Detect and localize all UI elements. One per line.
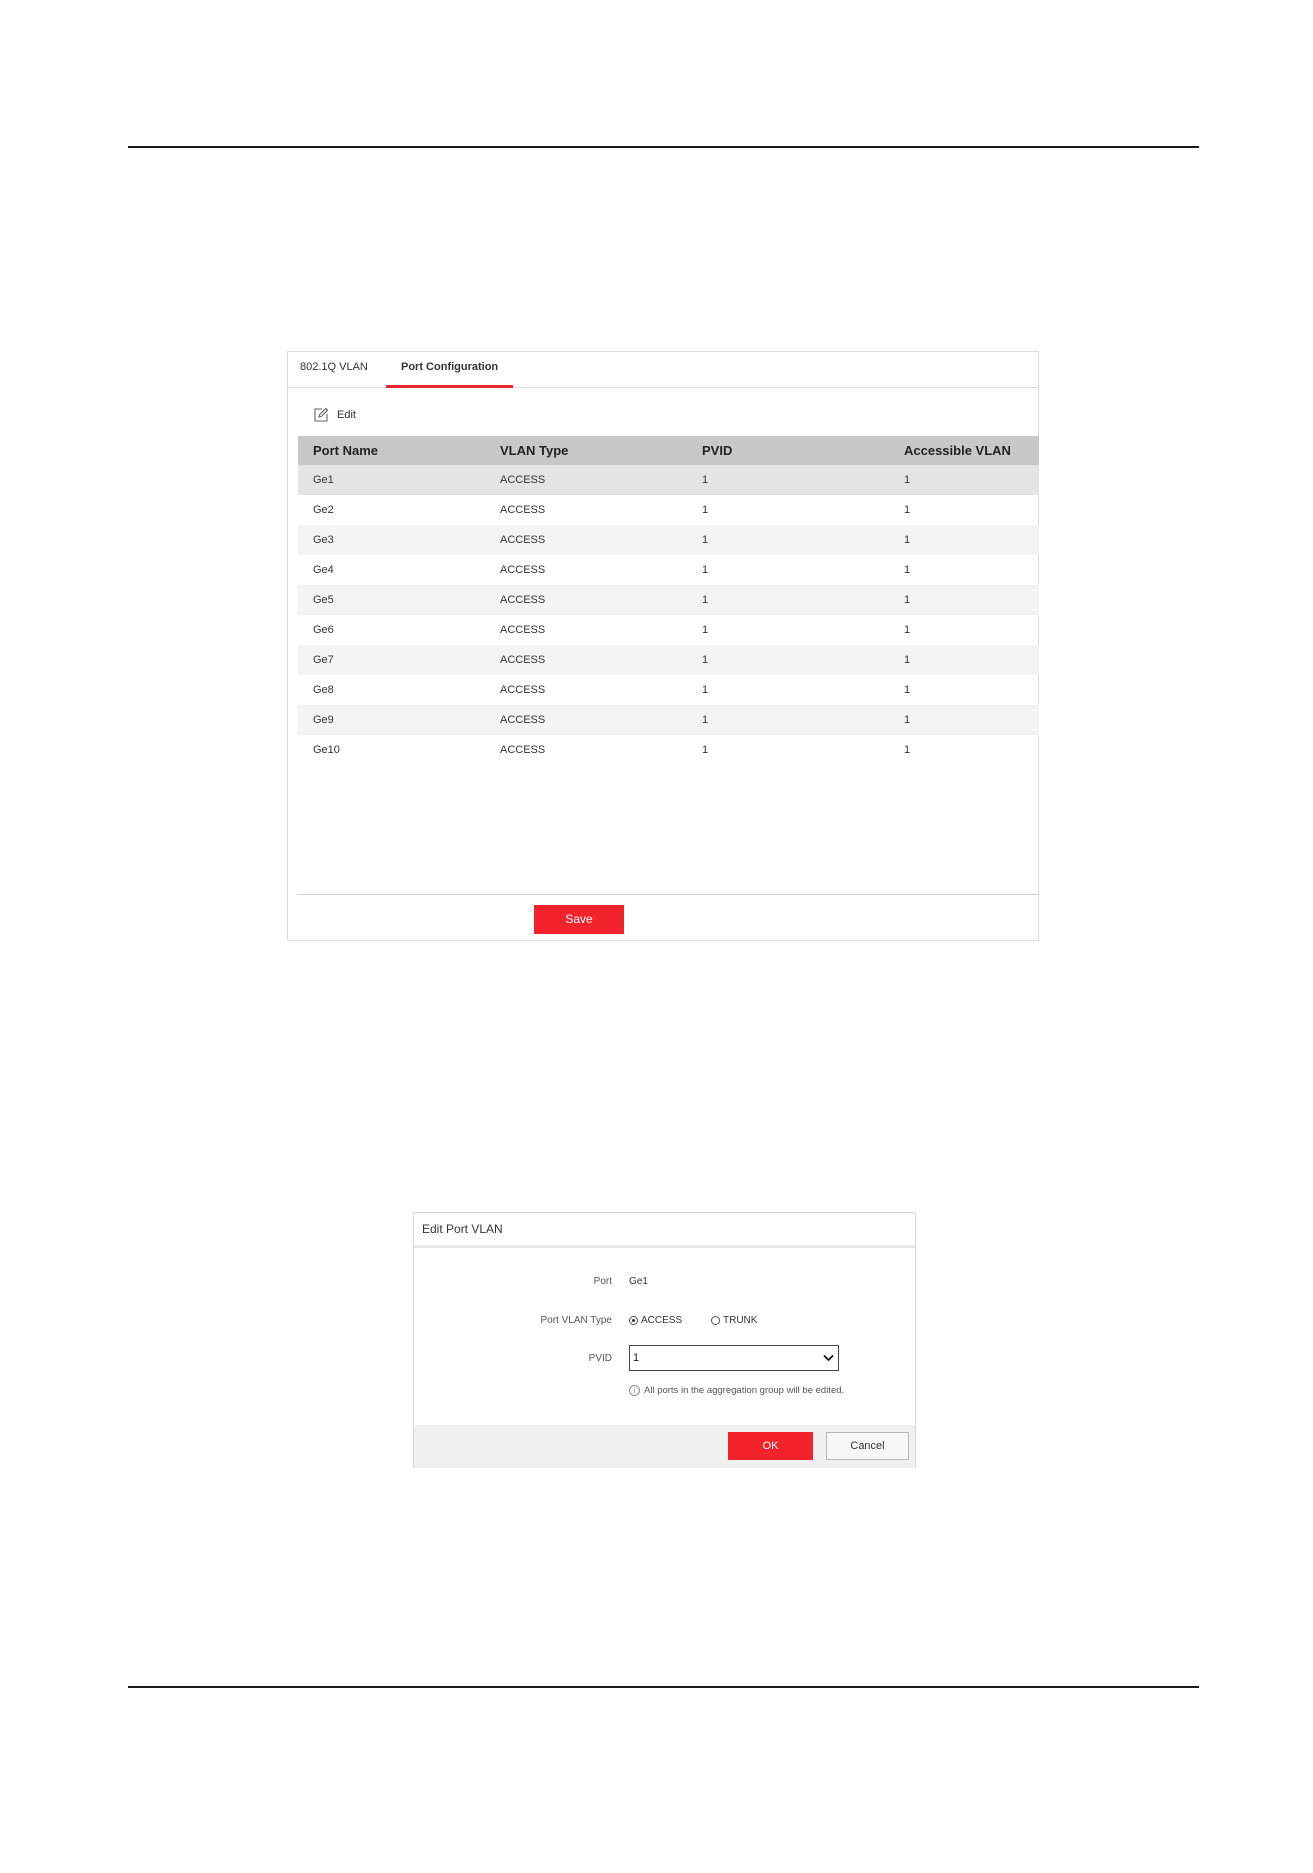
pvid-select[interactable] — [629, 1345, 839, 1371]
table-row[interactable] — [298, 555, 1039, 585]
table-row[interactable] — [298, 525, 1039, 555]
radio-trunk[interactable] — [711, 1315, 757, 1326]
radio-access-label: ACCESS — [641, 1315, 683, 1326]
vlan-type-cell: ACCESS — [500, 564, 546, 576]
pvid-select-value: 1 — [633, 1352, 640, 1364]
vlan-type-cell: ACCESS — [500, 684, 546, 696]
port-vlan-table — [298, 436, 1039, 765]
aggregation-hint — [629, 1385, 844, 1396]
accessible-vlan-cell: 1 — [904, 714, 911, 726]
table-row[interactable] — [298, 675, 1039, 705]
pvid-cell: 1 — [702, 744, 709, 756]
edit-button[interactable] — [313, 406, 356, 424]
port-name-cell: Ge7 — [313, 654, 334, 666]
chevron-down-icon — [823, 1354, 834, 1362]
accessible-vlan-cell: 1 — [904, 624, 911, 636]
port-name-cell: Ge1 — [313, 474, 334, 486]
radio-trunk-indicator — [711, 1316, 720, 1325]
port-name-cell: Ge3 — [313, 534, 334, 546]
accessible-vlan-cell: 1 — [904, 534, 911, 546]
port-name-cell: Ge2 — [313, 504, 334, 516]
cancel-button[interactable]: Cancel — [826, 1432, 909, 1460]
dialog-title: Edit Port VLAN — [422, 1222, 503, 1236]
accessible-vlan-cell: 1 — [904, 564, 911, 576]
column-header-accessible-vlan[interactable]: Accessible VLAN — [904, 443, 1011, 458]
radio-trunk-label: TRUNK — [723, 1315, 758, 1326]
column-header-vlan-type[interactable]: VLAN Type — [500, 443, 569, 458]
accessible-vlan-cell: 1 — [904, 744, 911, 756]
table-row[interactable] — [298, 585, 1039, 615]
table-row[interactable] — [298, 735, 1039, 765]
port-name-cell: Ge6 — [313, 624, 334, 636]
vlan-type-cell: ACCESS — [500, 594, 546, 606]
radio-access-indicator — [629, 1316, 638, 1325]
tab-port-configuration[interactable]: Port Configuration — [386, 352, 513, 387]
edit-port-vlan-dialog — [413, 1212, 916, 1468]
column-header-port-name[interactable]: Port Name — [313, 443, 379, 458]
accessible-vlan-cell: 1 — [904, 474, 911, 486]
edit-icon — [313, 407, 329, 423]
header-rule — [128, 146, 1199, 148]
footer-rule — [128, 1686, 1199, 1688]
vlan-type-cell: ACCESS — [500, 534, 546, 546]
pvid-label: PVID — [588, 1353, 612, 1364]
pvid-cell: 1 — [702, 654, 709, 666]
accessible-vlan-cell: 1 — [904, 594, 911, 606]
aggregation-hint-text: All ports in the aggregation group will be edited. — [644, 1385, 845, 1396]
save-button[interactable]: Save — [534, 905, 624, 934]
accessible-vlan-cell: 1 — [904, 684, 911, 696]
table-body — [298, 465, 1039, 765]
pvid-cell: 1 — [702, 594, 709, 606]
radio-access[interactable] — [629, 1315, 682, 1326]
pvid-cell: 1 — [702, 684, 709, 696]
vlan-type-cell: ACCESS — [500, 624, 546, 636]
pvid-cell: 1 — [702, 474, 709, 486]
port-name-cell: Ge4 — [313, 564, 334, 576]
vlan-type-cell: ACCESS — [500, 474, 546, 486]
ok-button[interactable]: OK — [728, 1432, 813, 1460]
edit-label: Edit — [337, 409, 356, 421]
port-label: Port — [593, 1276, 612, 1287]
accessible-vlan-cell: 1 — [904, 654, 911, 666]
port-value: Ge1 — [629, 1276, 648, 1287]
footer-divider — [297, 894, 1039, 895]
port-name-cell: Ge8 — [313, 684, 334, 696]
vlan-type-cell: ACCESS — [500, 654, 546, 666]
port-name-cell: Ge9 — [313, 714, 334, 726]
vlan-type-label: Port VLAN Type — [540, 1315, 612, 1326]
table-header — [298, 436, 1039, 465]
table-row[interactable] — [298, 645, 1039, 675]
pvid-cell: 1 — [702, 534, 709, 546]
port-name-cell: Ge10 — [313, 744, 340, 756]
table-row[interactable] — [298, 615, 1039, 645]
tab-bar — [288, 352, 1038, 388]
port-configuration-panel — [287, 351, 1039, 941]
vlan-type-cell: ACCESS — [500, 714, 546, 726]
accessible-vlan-cell: 1 — [904, 504, 911, 516]
pvid-cell: 1 — [702, 564, 709, 576]
table-row[interactable] — [298, 705, 1039, 735]
port-name-cell: Ge5 — [313, 594, 334, 606]
pvid-cell: 1 — [702, 624, 709, 636]
vlan-type-cell: ACCESS — [500, 504, 546, 516]
table-row[interactable] — [298, 495, 1039, 525]
vlan-type-cell: ACCESS — [500, 744, 546, 756]
table-row[interactable] — [298, 465, 1039, 495]
tab-8021q-vlan[interactable]: 802.1Q VLAN — [300, 361, 368, 373]
column-header-pvid[interactable]: PVID — [702, 443, 733, 458]
info-icon: i — [629, 1385, 640, 1396]
pvid-cell: 1 — [702, 504, 709, 516]
dialog-title-divider — [414, 1245, 915, 1248]
pvid-cell: 1 — [702, 714, 709, 726]
